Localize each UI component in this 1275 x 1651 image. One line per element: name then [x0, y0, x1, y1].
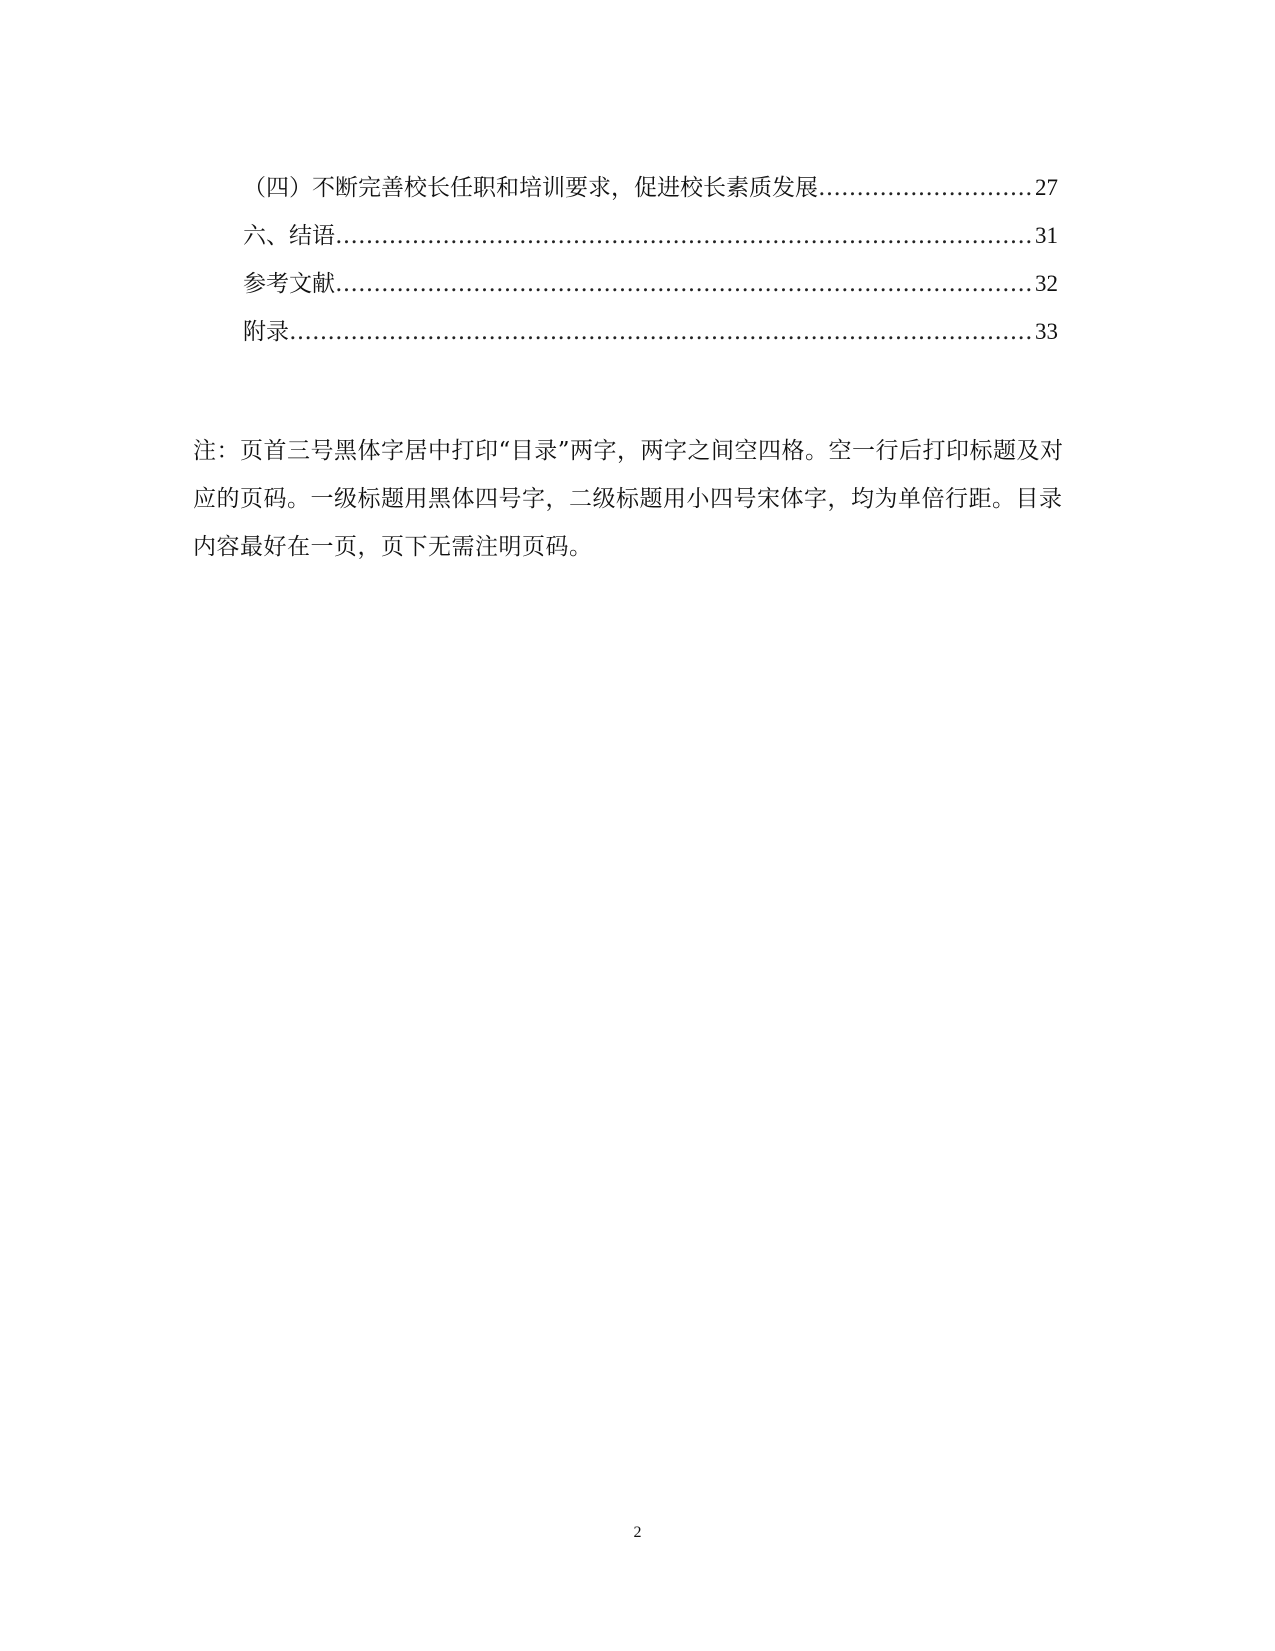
toc-entry-page: 31: [1035, 223, 1058, 248]
toc-entry-title: （四）不断完善校长任职和培训要求，促进校长素质发展: [243, 175, 818, 201]
toc-entry-title: 参考文献: [243, 271, 335, 297]
formatting-note: 注：页首三号黑体字居中打印“目录”两字，两字之间空四格。空一行后打印标题及对应的页码。一级标题用黑体四号字，二级标题用小四号宋体字，均为单倍行距。目录内容最好在一页，页下无需注明页码。: [193, 438, 1064, 560]
table-of-contents: [243, 164, 1058, 356]
toc-leader-dots: [818, 164, 1033, 212]
toc-leader-dots: [289, 308, 1033, 356]
toc-leader-dots: [335, 260, 1033, 308]
toc-entry-page: 27: [1035, 175, 1058, 200]
toc-entry: [243, 260, 1058, 308]
toc-entry: [243, 308, 1058, 356]
toc-entry-title: 六、结语: [243, 223, 335, 249]
toc-entry-page: 33: [1035, 319, 1058, 344]
page-number: 2: [633, 1524, 642, 1541]
toc-leader-dots: [335, 212, 1033, 260]
toc-entry: [243, 164, 1058, 212]
toc-entry: [243, 212, 1058, 260]
toc-entry-page: 32: [1035, 271, 1058, 296]
toc-entry-title: 附录: [243, 319, 289, 345]
